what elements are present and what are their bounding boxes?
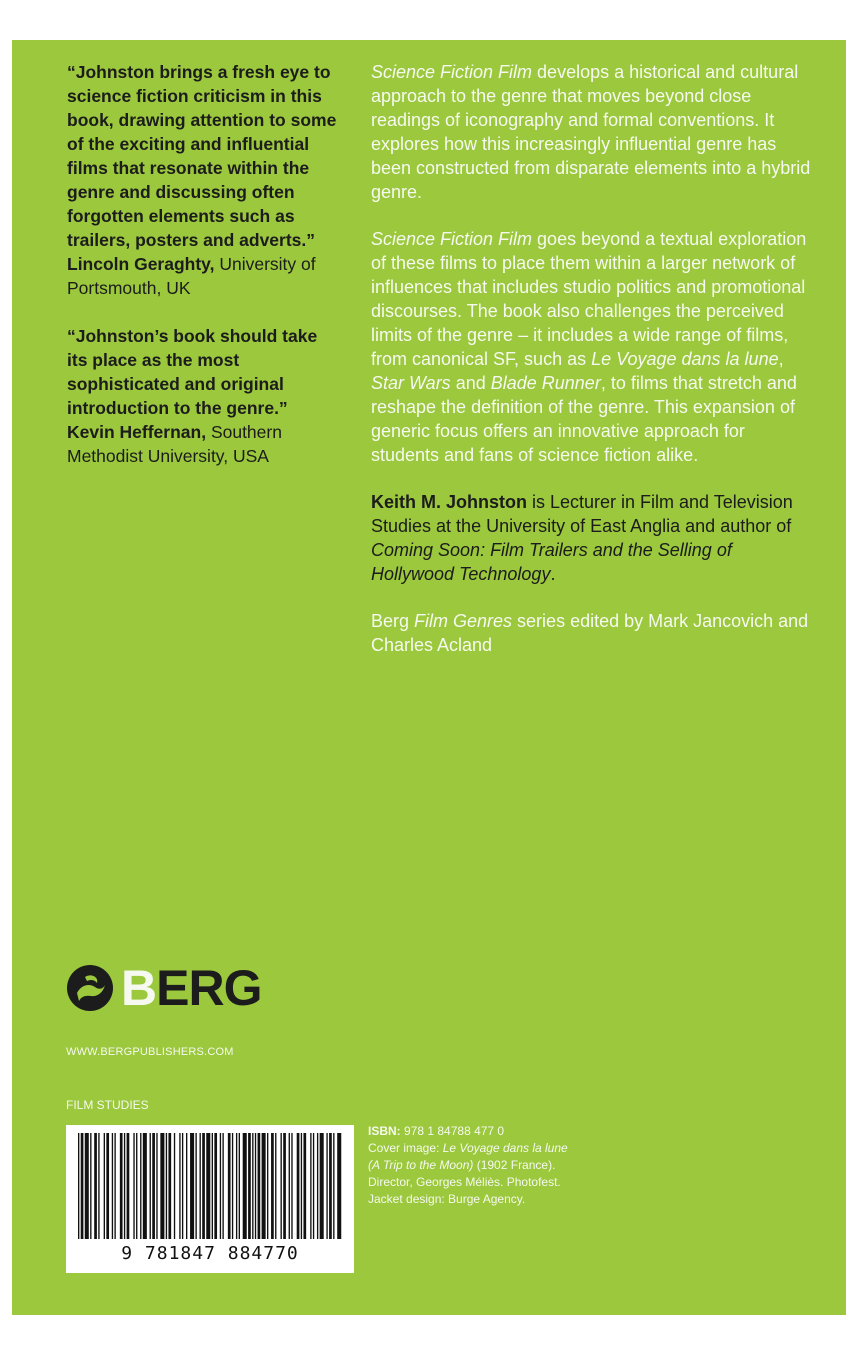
barcode-bar xyxy=(94,1133,97,1239)
isbn-line xyxy=(368,1123,618,1140)
barcode-bars xyxy=(76,1133,344,1241)
series-editors xyxy=(371,609,811,657)
wordmark-b: B xyxy=(121,960,157,1016)
swan-logo-icon xyxy=(65,963,115,1013)
barcode-bar xyxy=(166,1133,167,1239)
film-title: Le Voyage dans la lune xyxy=(442,1141,568,1155)
credit-text: Cover image: xyxy=(368,1141,443,1155)
barcode-bar xyxy=(150,1133,151,1239)
paragraph-text: develops a historical and cultural approach to the genre that moves beyond close readings of iconography and formal conventions. It explores how this increasingly influential genre has been constructed from disparate elements into a hybrid genre. xyxy=(371,62,811,202)
barcode-bar xyxy=(289,1133,290,1239)
barcode-bar xyxy=(81,1133,84,1239)
barcode-bar xyxy=(120,1133,123,1239)
description-paragraph-2 xyxy=(371,227,811,467)
barcode-bar xyxy=(143,1133,147,1239)
berg-wordmark xyxy=(121,960,261,1016)
barcode-bar xyxy=(283,1133,286,1239)
film-title: Le Voyage dans la lune xyxy=(591,349,779,369)
film-subtitle: (A Trip to the Moon) xyxy=(368,1158,474,1172)
subject-category: FILM STUDIES xyxy=(66,1098,149,1112)
barcode-bar xyxy=(310,1133,311,1239)
film-title: Blade Runner xyxy=(490,373,601,393)
barcode-bar xyxy=(248,1133,251,1239)
endorsement-attribution-1 xyxy=(67,252,337,300)
barcode-bar xyxy=(236,1133,237,1239)
endorser-affiliation: Southern Methodist University, USA xyxy=(67,422,282,466)
publisher-url: WWW.BERGPUBLISHERS.COM xyxy=(66,1046,234,1058)
barcode-bar xyxy=(337,1133,341,1239)
barcode-bar xyxy=(267,1133,268,1239)
barcode-bar xyxy=(136,1133,137,1239)
wordmark-rest: ERG xyxy=(156,960,262,1016)
separator: , xyxy=(778,349,784,369)
barcode-bar xyxy=(206,1133,210,1239)
isbn-value: 978 1 84788 477 0 xyxy=(400,1124,505,1138)
film-title: Star Wars xyxy=(371,373,451,393)
barcode-bar xyxy=(124,1133,125,1239)
barcode-bar xyxy=(90,1133,91,1239)
director-line: Director, Georges Méliès. Photofest. xyxy=(368,1175,561,1189)
barcode-bar xyxy=(212,1133,213,1239)
barcode-bar xyxy=(281,1133,282,1239)
credit-text: (1902 France). xyxy=(473,1158,556,1172)
barcode-bar xyxy=(179,1133,180,1239)
series-title: Film Genres xyxy=(414,611,513,631)
barcode-bar xyxy=(291,1133,292,1239)
credits xyxy=(368,1123,618,1208)
barcode-bar xyxy=(303,1133,306,1239)
barcode-bar xyxy=(333,1133,334,1239)
barcode-bar xyxy=(232,1133,233,1239)
barcode-bar xyxy=(301,1133,302,1239)
barcode-bar xyxy=(106,1133,109,1239)
cover-image-line xyxy=(368,1140,618,1157)
barcode-bar xyxy=(168,1133,171,1239)
endorsements xyxy=(67,60,337,468)
barcode-bar xyxy=(313,1133,314,1239)
barcode-bar xyxy=(200,1133,201,1239)
barcode-bar xyxy=(78,1133,79,1239)
book-title: Science Fiction Film xyxy=(371,62,533,82)
barcode-bar xyxy=(329,1133,332,1239)
endorser-affiliation: University of Portsmouth, UK xyxy=(67,254,316,298)
barcode-bar xyxy=(133,1133,134,1239)
barcode-bar xyxy=(320,1133,324,1239)
paragraph-text: goes beyond a textual exploration of these films to place them within a larger network of influences that includes studio politics and promotional discourses. The book also challenges the perceived limits of the genre – it includes a wide range of films, from canonical SF, such as xyxy=(371,229,807,369)
barcode-bar xyxy=(252,1133,253,1239)
barcode-bar xyxy=(195,1133,196,1239)
barcode-bar xyxy=(114,1133,115,1239)
paragraph-text: . xyxy=(550,564,556,584)
barcode-bar xyxy=(228,1133,231,1239)
design-line: Jacket design: Burge Agency. xyxy=(368,1192,526,1206)
barcode-bar xyxy=(85,1133,89,1239)
barcode-bar xyxy=(262,1133,266,1239)
barcode-bar xyxy=(152,1133,155,1239)
description-paragraph-1 xyxy=(371,60,811,204)
paragraph-text: series edited by Mark Jancovich and Charles Acland xyxy=(371,611,809,655)
paragraph-text: Berg xyxy=(371,611,415,631)
endorsement-block-2 xyxy=(67,324,337,468)
endorser-name: Lincoln Geraghty, xyxy=(67,254,215,274)
barcode-bar xyxy=(297,1133,300,1239)
author-name: Keith M. Johnston xyxy=(371,492,527,512)
barcode-bar xyxy=(326,1133,327,1239)
barcode-bar xyxy=(255,1133,256,1239)
barcode-bar xyxy=(222,1133,223,1239)
barcode xyxy=(66,1125,354,1273)
barcode-bar xyxy=(186,1133,187,1239)
paragraph-text: , to films that stretch and reshape the definition of the genre. This expansion of generic focus offers an innovative approach for students and fans of science fiction alike. xyxy=(371,373,797,465)
barcode-bar xyxy=(182,1133,183,1239)
barcode-bar xyxy=(243,1133,247,1239)
barcode-bar xyxy=(174,1133,175,1239)
barcode-bar xyxy=(214,1133,217,1239)
isbn-label: ISBN: xyxy=(368,1124,401,1138)
back-cover xyxy=(12,40,846,1315)
barcode-bar xyxy=(202,1133,205,1239)
barcode-bar xyxy=(239,1133,240,1239)
book-description xyxy=(371,60,811,680)
paragraph-text: is Lecturer in Film and Television Studies at the University of East Anglia and author of xyxy=(371,492,793,536)
barcode-bar xyxy=(140,1133,141,1239)
barcode-bar xyxy=(127,1133,130,1239)
endorsement-quote-2: “Johnston’s book should take its place as the most sophisticated and original introduction to the genre.” xyxy=(67,326,318,418)
book-title: Science Fiction Film xyxy=(371,229,533,249)
barcode-bar xyxy=(258,1133,261,1239)
barcode-bar xyxy=(190,1133,194,1239)
author-bio xyxy=(371,490,811,586)
barcode-bar xyxy=(98,1133,99,1239)
barcode-bar xyxy=(104,1133,105,1239)
book-title: Coming Soon: Film Trailers and the Selling of Hollywood Technology xyxy=(371,540,732,584)
berg-logo xyxy=(65,960,261,1016)
barcode-bar xyxy=(271,1133,274,1239)
barcode-digits: 9 781847 884770 xyxy=(121,1243,299,1264)
separator: and xyxy=(450,373,491,393)
barcode-bar xyxy=(275,1133,276,1239)
barcode-bar xyxy=(317,1133,318,1239)
endorsement-quote-1: “Johnston brings a fresh eye to science fiction criticism in this book, drawing attention to some of the exciting and influential films that resonate within the genre and discussing often forgotten elements such as trailers, posters and adverts.” xyxy=(67,62,337,250)
barcode-bar xyxy=(220,1133,221,1239)
endorser-name: Kevin Heffernan, xyxy=(67,422,207,442)
barcode-bar xyxy=(156,1133,157,1239)
cover-subtitle-line xyxy=(368,1157,618,1174)
barcode-bar xyxy=(160,1133,164,1239)
barcode-bar xyxy=(112,1133,113,1239)
